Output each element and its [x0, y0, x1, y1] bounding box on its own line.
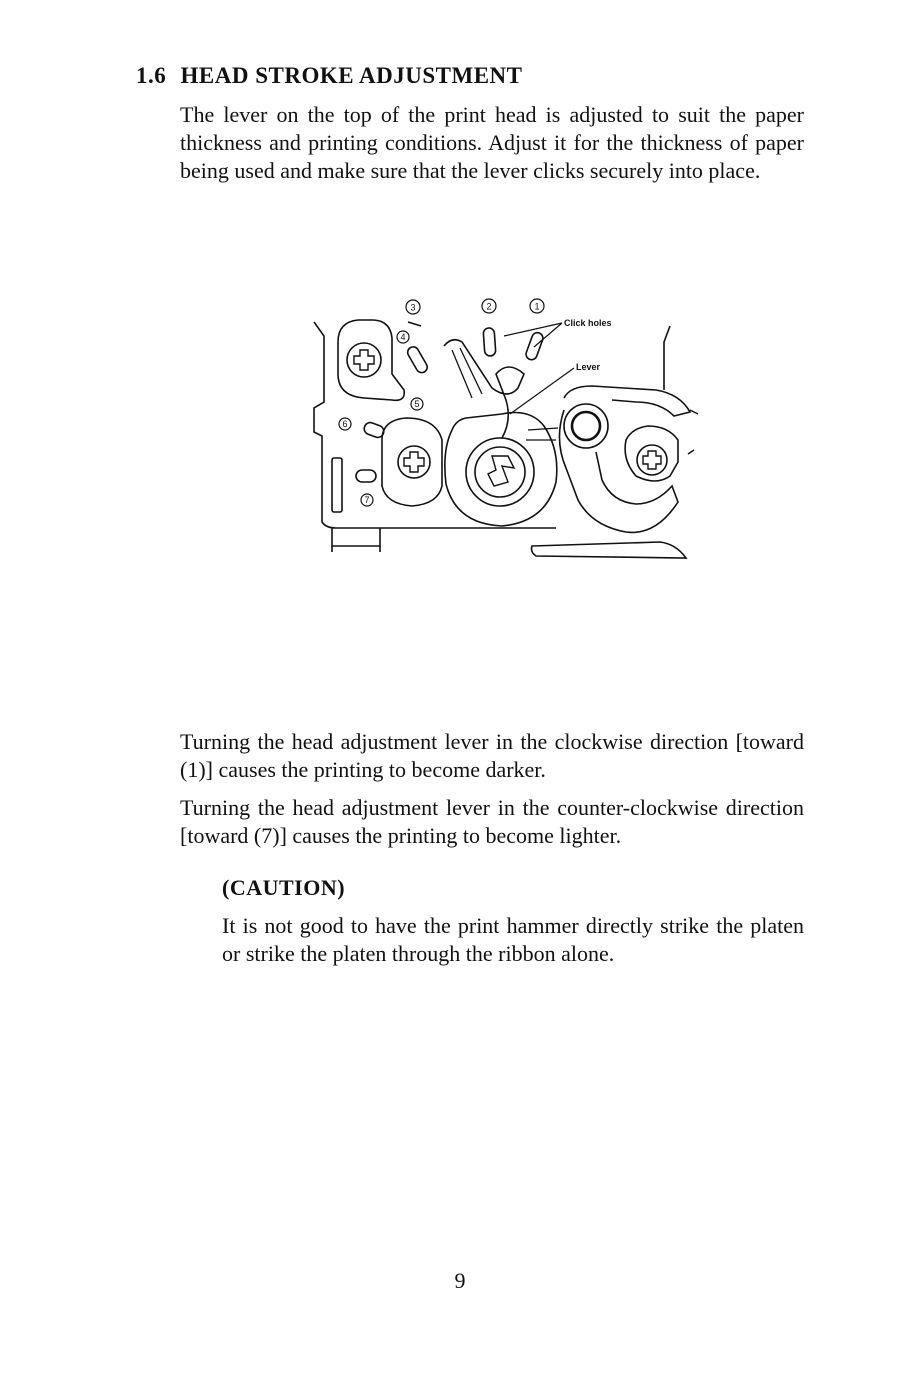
hole-number-6 [339, 418, 351, 430]
lower-screw-plate [382, 418, 442, 506]
screw-upper-left [347, 343, 381, 377]
hole-number-1 [530, 299, 544, 313]
svg-text:1: 1 [534, 301, 540, 312]
section-heading [136, 62, 523, 90]
cam-inner-ring [475, 447, 525, 497]
click-hole-2 [483, 328, 496, 357]
svg-text:5: 5 [414, 399, 420, 409]
frame-right [664, 326, 670, 390]
lever-label: Lever [576, 362, 601, 372]
lever-leader [510, 368, 574, 414]
click-hole-4 [406, 345, 430, 375]
upper-screw-plate [338, 320, 404, 400]
slot-bar [332, 458, 342, 512]
section-title: HEAD STROKE ADJUSTMENT [180, 63, 523, 88]
screw-lower-left [398, 446, 430, 478]
intro-paragraph: The lever on the top of the print head is adjusted to suit the paper thickness and printing conditions. Adjust it for the thickness of paper being used and make sure that the lever clicks securely into place. [180, 102, 804, 183]
click-holes-label: Click holes [564, 318, 612, 328]
click-hole-7 [356, 470, 376, 482]
frame-foot [332, 528, 380, 552]
roller-outer [564, 404, 608, 448]
base-plate [532, 542, 687, 558]
hole-number-7 [361, 494, 373, 506]
svg-text:6: 6 [342, 419, 348, 429]
svg-text:2: 2 [486, 301, 492, 312]
screw-right [637, 445, 667, 475]
counterclockwise-paragraph: Turning the head adjustment lever in the counter-clockwise direction [toward (7)] causes the printing to become lighter. [180, 795, 804, 848]
roller-inner [572, 412, 600, 440]
hole-number-4 [397, 331, 409, 343]
hole-number-5 [411, 398, 423, 410]
hole-number-2 [482, 299, 496, 313]
clockwise-paragraph: Turning the head adjustment lever in the clockwise direction [toward (1)] causes the printing to become darker. [180, 729, 804, 782]
svg-text:7: 7 [364, 495, 370, 505]
cam-hub [488, 456, 514, 486]
page-number: 9 [454, 1268, 466, 1293]
right-screw-plate [625, 426, 678, 481]
head-adjustment-diagram [296, 290, 706, 560]
cam-outer-ring [466, 438, 534, 506]
caution-text: It is not good to have the print hammer directly strike the platen or strike the platen through the ribbon alone. [222, 913, 804, 966]
hole-number-3 [406, 300, 420, 314]
svg-text:3: 3 [410, 302, 416, 313]
section-number: 1.6 [136, 63, 167, 88]
svg-text:4: 4 [400, 332, 406, 342]
caution-title: (CAUTION) [222, 875, 346, 900]
